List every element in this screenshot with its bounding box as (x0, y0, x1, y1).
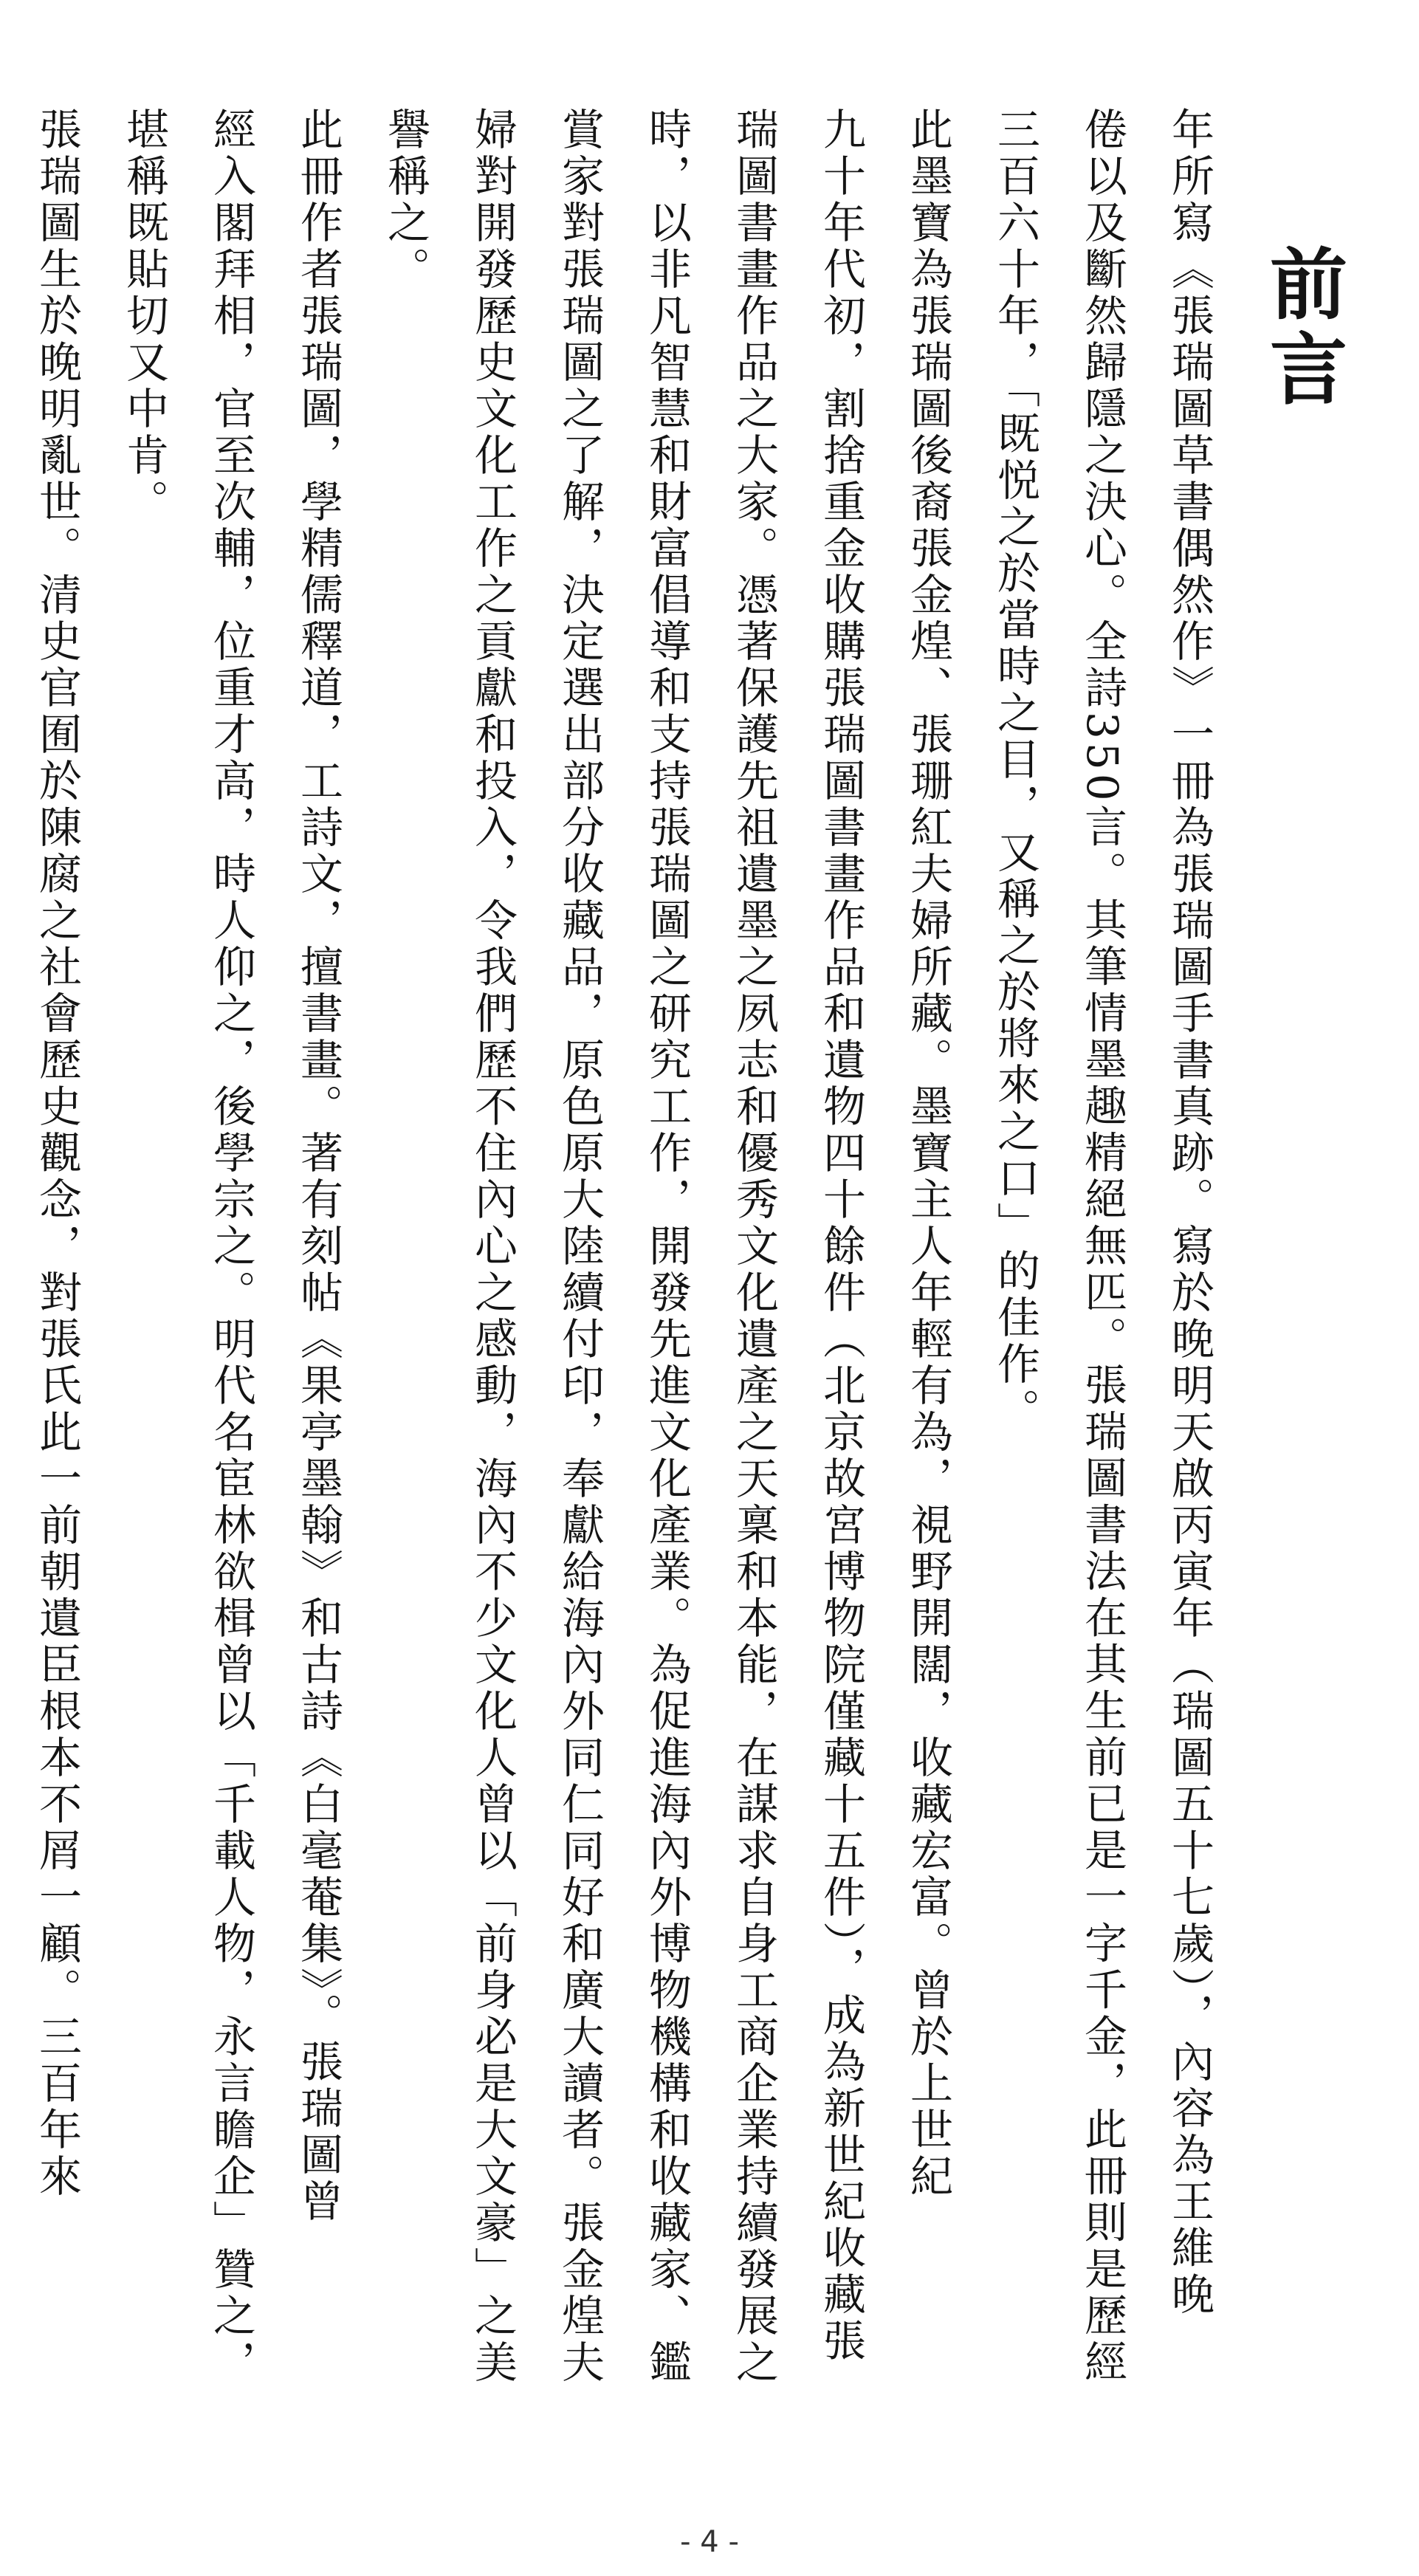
text-column-3: 三百六十年，「既悦之於當時之目，又稱之於將來之口」的佳作。 (990, 107, 1040, 1435)
text-column-12: 經入閣拜相，官至次輔，位重才高，時人仰之，後學宗之。明代名宦林欲楫曾以「千載人物，永言瞻企」贊之， (206, 107, 256, 2386)
text-column-1: 年所寫《張瑞圖草書偶然作》一冊為張瑞圖手書真跡。寫於晚明天啟丙寅年（瑞圖五十七歲），內容為王維晚 (1164, 107, 1214, 2318)
text-column-11: 此冊作者張瑞圖，學精儒釋道，工詩文，擅書畫。著有刻帖《果亭墨翰》和古詩《白毫菴集》。張瑞圖曾 (293, 107, 343, 2225)
text-column-8: 賞家對張瑞圖之了解，決定選出部分收藏品，原色原大陸續付印，奉獻給海內外同仁同好和廣大讀者。張金煌夫 (554, 107, 605, 2386)
text-column-13: 堪稱既貼切又中肯。 (119, 107, 169, 526)
text-column-5: 九十年代初，割捨重金收購張瑞圖書畫作品和遺物四十餘件（北京故宮博物院僅藏十五件），成為新世紀收藏張 (816, 107, 866, 2365)
text-column-2: 倦以及斷然歸隱之決心。全詩350言。其筆情墨趣精絕無匹。張瑞圖書法在其生前已是一字千金，此冊則是歷經 (1077, 107, 1127, 2386)
text-column-4: 此墨寶為張瑞圖後裔張金煌、張珊紅夫婦所藏。墨寶主人年輕有為，視野開闊，收藏宏富。曾於上世紀 (903, 107, 953, 2200)
text-column-14: 張瑞圖生於晚明亂世。清史官囿於陳腐之社會歷史觀念，對張氏此一前朝遺臣根本不屑一顧。三百年來 (32, 107, 82, 2200)
text-column-7: 時，以非凡智慧和財富倡導和支持張瑞圖之研究工作，開發先進文化產業。為促進海內外博物機構和收藏家、鑑 (642, 107, 692, 2386)
vertical-text-body (21, 107, 1233, 2459)
text-column-6: 瑞圖書畫作品之大家。憑著保護先祖遺墨之夙志和優秀文化遺產之天稟和本能，在謀求自身工商企業持續發展之 (729, 107, 779, 2386)
text-column-9: 婦對開發歷史文化工作之貢獻和投入，令我們歷不住內心之感動，海內不少文化人曾以「前身必是大文豪」之美 (467, 107, 518, 2386)
text-column-10: 譽稱之。 (380, 107, 430, 293)
page-title: 前言 (1257, 244, 1349, 413)
page-number: - 4 - (680, 2525, 739, 2559)
